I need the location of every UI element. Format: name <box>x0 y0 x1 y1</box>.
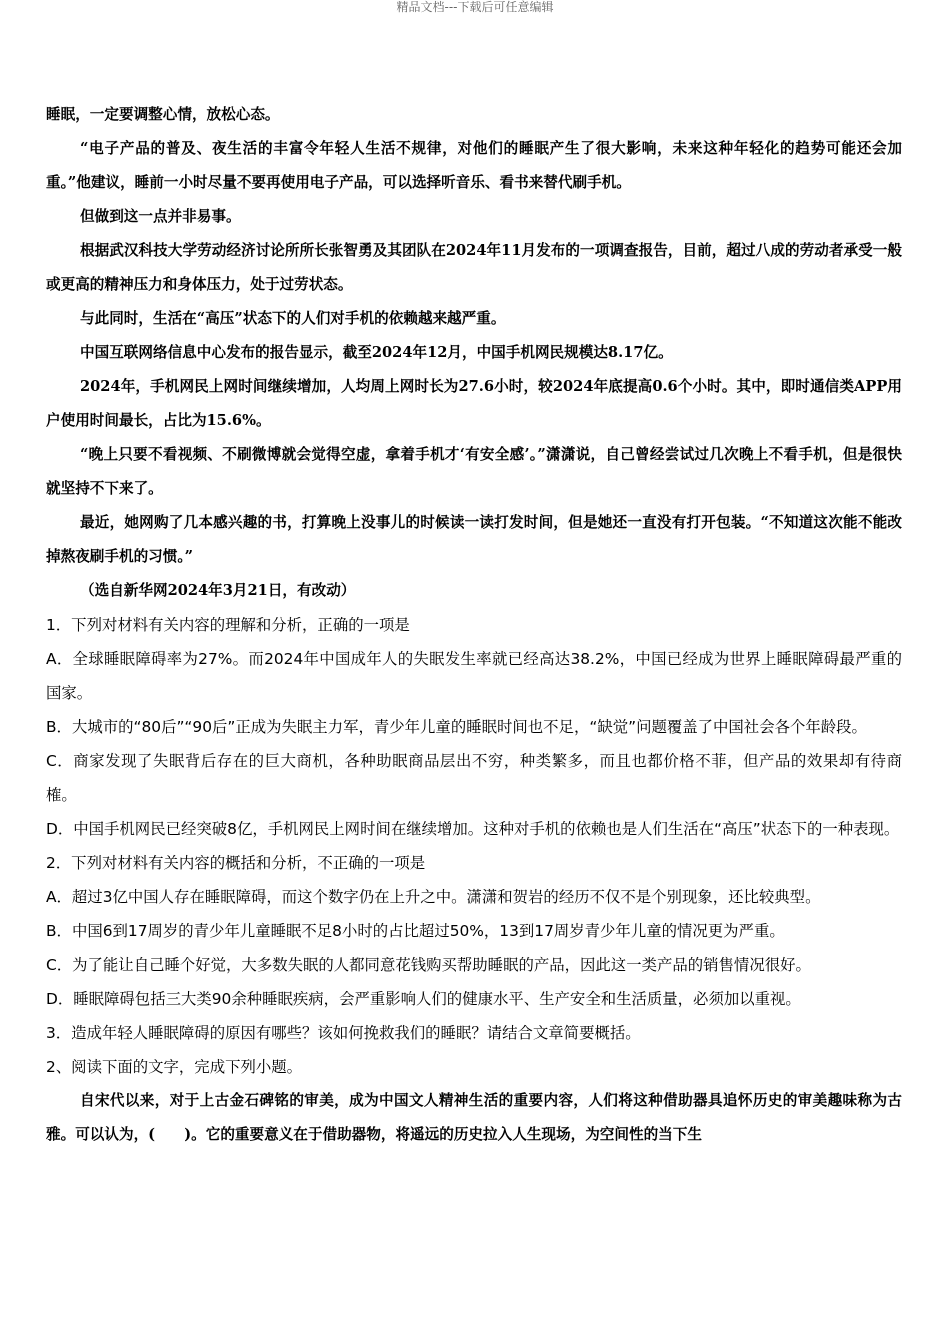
question-1-option-b: B．大城市的“80后”“90后”正成为失眠主力军，青少年儿童的睡眠时间也不足，“缺觉”问题覆盖了中国社会各个年龄段。 <box>46 718 867 736</box>
question-1-option-a: A．全球睡眠障碍率为27%。而2024年中国成年人的失眠发生率就已经高达38.2%，中国已经成为世界上睡眠障碍最严重的国家。 <box>46 650 902 702</box>
article-paragraph: 与此同时，生活在“高压”状态下的人们对手机的依赖越来越严重。 <box>80 310 506 327</box>
document-body <box>46 98 902 1152</box>
article-paragraph: 最近，她网购了几本感兴趣的书，打算晚上没事儿的时候读一读打发时间，但是她还一直没有打开包装。“不知道这次能不能改掉熬夜刷手机的习惯。” <box>46 514 902 565</box>
section-2-paragraph: 自宋代以来，对于上古金石碑铭的审美，成为中国文人精神生活的重要内容，人们将这种借助器具追怀历史的审美趣味称为古雅。可以认为，( )。它的重要意义在于借助器物，将遥远的历史拉入人生现场，为空间性的当下生 <box>46 1092 902 1143</box>
article-paragraph: 中国互联网络信息中心发布的报告显示，截至2024年12月，中国手机网民规模达8.17亿。 <box>80 344 673 361</box>
question-2-option-a: A．超过3亿中国人存在睡眠障碍，而这个数字仍在上升之中。潇潇和贺岩的经历不仅不是个别现象，还比较典型。 <box>46 888 821 906</box>
article-paragraph: 根据武汉科技大学劳动经济讨论所所长张智勇及其团队在2024年11月发布的一项调查报告，目前，超过八成的劳动者承受一般或更高的精神压力和身体压力，处于过劳状态。 <box>46 242 902 293</box>
question-1-option-c: C．商家发现了失眠背后存在的巨大商机，各种助眠商品层出不穷，种类繁多，而且也都价格不菲，但产品的效果却有待商榷。 <box>46 752 902 804</box>
article-paragraph: 睡眠，一定要调整心情，放松心态。 <box>46 106 280 123</box>
article-paragraph: “晚上只要不看视频、不刷微博就会觉得空虚，拿着手机才‘有安全感’。”潇潇说，自己曾经尝试过几次晚上不看手机，但是很快就坚持不下来了。 <box>46 446 902 497</box>
question-3-stem: 3．造成年轻人睡眠障碍的原因有哪些？该如何挽救我们的睡眠？请结合文章简要概括。 <box>46 1024 641 1042</box>
question-2-option-c: C．为了能让自己睡个好觉，大多数失眠的人都同意花钱购买帮助睡眠的产品，因此这一类产品的销售情况很好。 <box>46 956 811 974</box>
article-paragraph: 但做到这一点并非易事。 <box>80 208 241 225</box>
article-source: （选自新华网2024年3月21日，有改动） <box>80 582 356 599</box>
article-paragraph: 2024年，手机网民上网时间继续增加，人均周上网时长为27.6小时，较2024年底提高0.6个小时。其中，即时通信类APP用户使用时间最长，占比为15.6%。 <box>46 378 902 429</box>
question-2-stem: 2．下列对材料有关内容的概括和分析，不正确的一项是 <box>46 854 426 872</box>
question-1-stem: 1．下列对材料有关内容的理解和分析，正确的一项是 <box>46 616 410 634</box>
question-2-option-d: D．睡眠障碍包括三大类90余种睡眠疾病，会严重影响人们的健康水平、生产安全和生活质量，必须加以重视。 <box>46 990 801 1008</box>
article-paragraph: “电子产品的普及、夜生活的丰富令年轻人生活不规律，对他们的睡眠产生了很大影响，未来这种年轻化的趋势可能还会加重。”他建议，睡前一小时尽量不要再使用电子产品，可以选择听音乐、看书来替代刷手机。 <box>46 140 902 191</box>
question-1-option-d: D．中国手机网民已经突破8亿，手机网民上网时间在继续增加。这种对手机的依赖也是人们生活在“高压”状态下的一种表现。 <box>46 820 900 838</box>
page-header: 精品文档---下载后可任意编辑 <box>396 0 554 14</box>
section-2-heading: 2、阅读下面的文字，完成下列小题。 <box>46 1058 303 1076</box>
question-2-option-b: B．中国6到17周岁的青少年儿童睡眠不足8小时的占比超过50%，13到17周岁青少年儿童的情况更为严重。 <box>46 922 785 940</box>
